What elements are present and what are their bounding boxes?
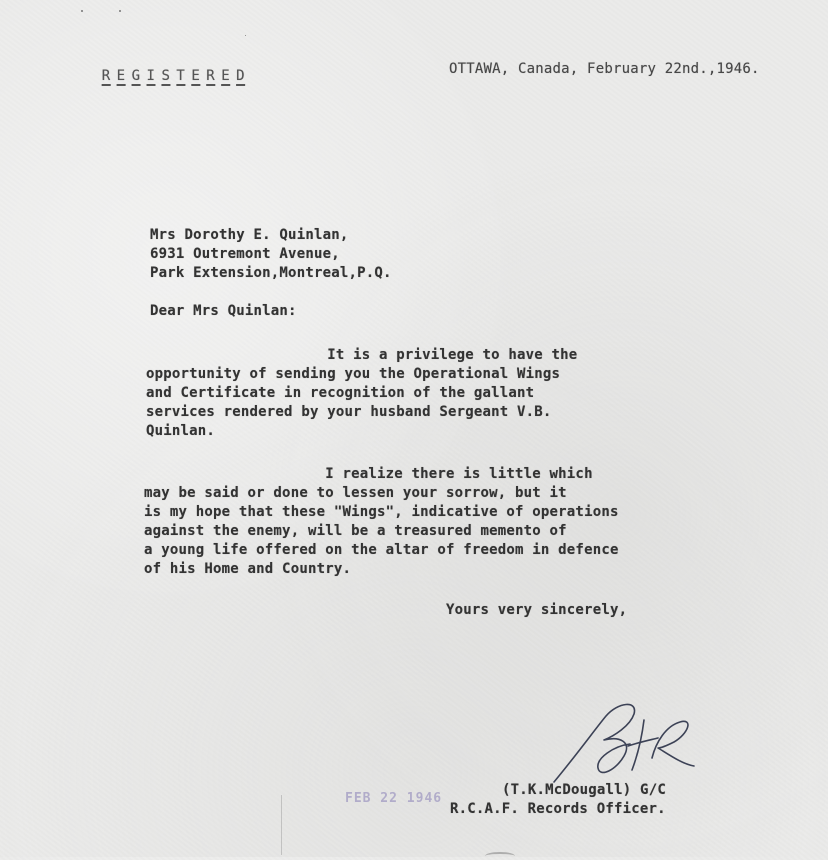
paragraph-line: of his Home and Country. [144, 561, 352, 577]
signer-block [450, 781, 666, 819]
registered-letter: D [236, 68, 246, 84]
paragraph-line: It is a privilege to have the [146, 347, 578, 363]
body-paragraph-1 [146, 346, 577, 441]
signer-name: (T.K.McDougall) G/C [502, 782, 666, 798]
registered-letter: I [146, 68, 156, 84]
recipient-city: Park Extension,Montreal,P.Q. [150, 265, 392, 281]
paper-speck [119, 10, 121, 12]
body-paragraph-2 [144, 465, 619, 579]
signer-title: R.C.A.F. Records Officer. [450, 801, 666, 817]
recipient-street: 6931 Outremont Avenue, [150, 246, 340, 262]
registered-letter: R [206, 68, 216, 84]
registered-letter: G [131, 68, 141, 84]
paper-speck [81, 10, 83, 12]
paragraph-line: services rendered by your husband Sergeant V.B. [146, 404, 552, 420]
paragraph-line: opportunity of sending you the Operational Wings [146, 366, 561, 382]
dateline: OTTAWA, Canada, February 22nd.,1946. [449, 61, 760, 77]
paragraph-line: may be said or done to lessen your sorrow, but it [144, 485, 567, 501]
paragraph-line: Quinlan. [146, 423, 216, 439]
salutation: Dear Mrs Quinlan: [150, 303, 297, 319]
closing: Yours very sincerely, [446, 602, 628, 618]
registered-letter: S [161, 68, 171, 84]
registered-letter: T [176, 68, 186, 84]
paragraph-line: I realize there is little which [144, 466, 593, 482]
registered-letter: E [191, 68, 201, 84]
paragraph-line: a young life offered on the altar of freedom in defence [144, 542, 619, 558]
recipient-name: Mrs Dorothy E. Quinlan, [150, 227, 349, 243]
fold-mark [281, 795, 282, 855]
paragraph-line: and Certificate in recognition of the gallant [146, 385, 535, 401]
recipient-address [150, 226, 392, 283]
registered-letter: E [221, 68, 231, 84]
registered-letter: R [101, 68, 111, 84]
paragraph-line: against the enemy, will be a treasured memento of [144, 523, 567, 539]
received-date-stamp: FEB 22 1946 [345, 791, 443, 806]
punch-hole-edge [485, 852, 515, 860]
paragraph-line: is my hope that these "Wings", indicative of operations [144, 504, 619, 520]
handwritten-signature [548, 698, 698, 784]
paper-speck [245, 35, 246, 36]
registered-mark [66, 48, 251, 105]
registered-letter: E [116, 68, 126, 84]
